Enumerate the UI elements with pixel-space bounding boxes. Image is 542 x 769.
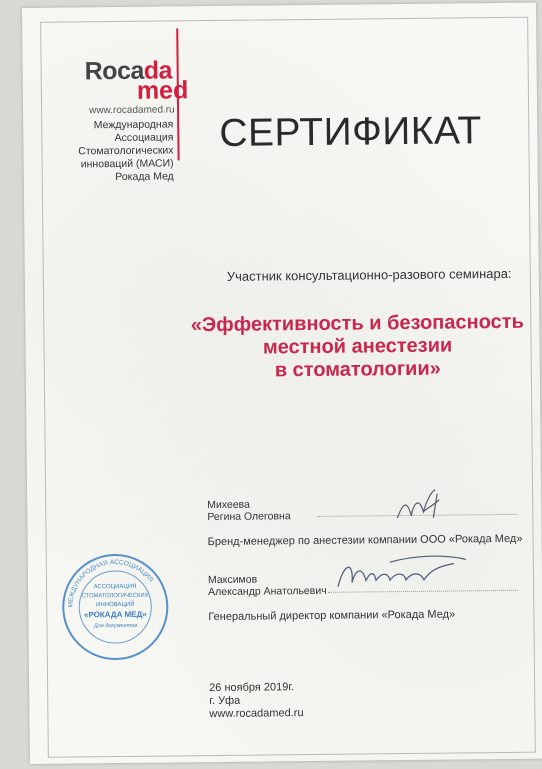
org-line: Стоматологических — [78, 144, 174, 158]
logo-wordmark-med: med — [136, 76, 189, 105]
seal-line: Для документов — [93, 622, 138, 630]
signatory-2-name — [208, 573, 327, 598]
signature-1 — [393, 481, 463, 526]
organization-name — [63, 118, 174, 184]
signatory-2-role: Генеральный директор компании «Рокада Мед» — [208, 608, 456, 624]
org-line: Рокада Мед — [115, 170, 174, 184]
rocadamed-logo — [85, 58, 216, 116]
issue-details — [209, 681, 304, 721]
seminar-title-line: местной анестезии — [262, 334, 453, 359]
seal-line: «РОКАДА МЕД» — [83, 609, 147, 620]
logo-url: www.rocadamed.ru — [89, 104, 175, 117]
issue-date: 26 ноября 2019г. — [209, 681, 295, 695]
seal-line: ИННОВАЦИЙ — [95, 601, 135, 609]
seminar-title-line: в стоматологии» — [274, 357, 441, 382]
seal-line: СТОМАТОЛОГИЧЕСКИХ — [81, 592, 149, 600]
signatory-2-given-names: Александр Анатольевич — [208, 584, 327, 599]
signatory-1-given-names: Регина Олеговна — [207, 510, 291, 524]
seminar-title-line: «Эффективность и безопасность — [190, 310, 524, 337]
signature-2 — [332, 549, 472, 598]
seal-line: АССОЦИАЦИЯ — [93, 583, 137, 591]
signatory-1-surname: Михеева — [207, 498, 251, 512]
logo-wordmark-da: da — [143, 56, 173, 85]
organization-seal — [60, 551, 171, 662]
logo-wordmark-roca: Roca — [84, 56, 144, 86]
signatory-2-surname: Максимов — [207, 573, 258, 587]
signatory-1-role: Бренд-менеджер по анестезии компании ООО «Рокада Мед» — [207, 532, 523, 549]
participant-caption: Участник консультационно-разового семинара: — [226, 265, 512, 284]
seminar-title — [185, 311, 530, 384]
signatory-1-name — [207, 498, 291, 523]
certificate-title: СЕРТИФИКАТ — [219, 109, 483, 155]
footer-url: www.rocadamed.ru — [209, 707, 304, 721]
org-line: Международная — [93, 118, 174, 132]
org-line: Ассоциация — [114, 131, 174, 145]
org-line: инноваций (МАСИ) — [80, 157, 174, 171]
issue-city: г. Уфа — [209, 694, 241, 708]
seal-ring-text: МЕЖДУНАРОДНАЯ АССОЦИАЦИЯ — [67, 558, 155, 608]
certificate-sheet — [22, 3, 542, 764]
logo-wordmark — [85, 58, 215, 104]
